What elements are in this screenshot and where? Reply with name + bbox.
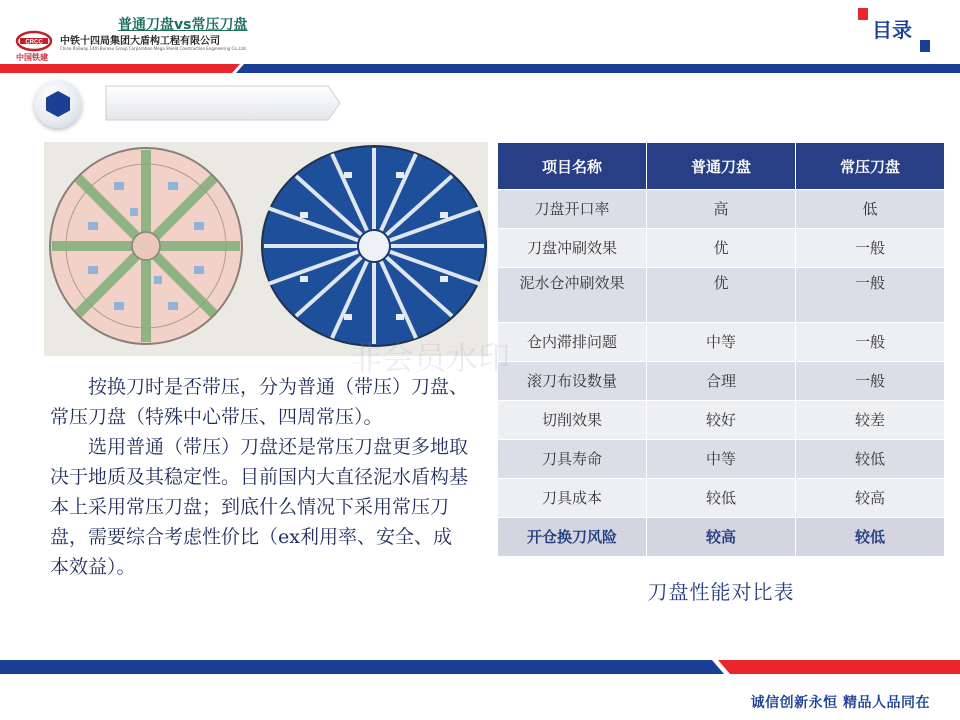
table-row [498, 190, 945, 229]
normal-cutterhead-image [50, 148, 242, 344]
cell-normal: 高 [647, 190, 796, 229]
section-header [30, 78, 350, 130]
header-stripe [0, 64, 960, 73]
table-header-row [498, 143, 945, 190]
cutterhead-drawing-image [44, 142, 488, 356]
cell-item: 切削效果 [498, 401, 647, 440]
company-name: 中铁十四局集团大盾构工程有限公司 [60, 36, 220, 47]
cell-atmospheric: 一般 [796, 362, 945, 401]
footer-stripe [0, 660, 960, 674]
crcc-emblem-icon [14, 30, 54, 52]
toc-menu-button[interactable] [858, 8, 932, 54]
watermark-text: 非会员水印 [350, 339, 511, 377]
paragraph-1: 按换刀时是否带压，分为普通（带压）刀盘、常压刀盘（特殊中心带压、四周常压）。 [50, 376, 469, 428]
cell-normal: 优 [647, 268, 796, 323]
cell-normal: 优 [647, 229, 796, 268]
cell-atmospheric: 较低 [796, 440, 945, 479]
cell-atmospheric: 一般 [796, 229, 945, 268]
cell-normal: 中等 [647, 440, 796, 479]
cell-item: 刀盘冲刷效果 [498, 229, 647, 268]
footer-slogan: 诚信创新永恒 精品人品同在 [750, 695, 930, 711]
cell-item: 滚刀布设数量 [498, 362, 647, 401]
brand-text: 中国铁建 [16, 53, 48, 62]
table-row [498, 323, 945, 362]
cell-atmospheric: 较差 [796, 401, 945, 440]
table-row [498, 229, 945, 268]
company-logo [14, 30, 247, 64]
atmospheric-cutterhead-image [262, 146, 486, 346]
cell-item: 仓内滞排问题 [498, 323, 647, 362]
table-row [498, 362, 945, 401]
cell-atmospheric: 一般 [796, 268, 945, 323]
section-badge [34, 80, 82, 128]
cell-atmospheric: 较高 [796, 479, 945, 518]
section-title-link[interactable]: 普通刀盘vs常压刀盘 [118, 17, 248, 33]
cell-atmospheric: 低 [796, 190, 945, 229]
cell-normal: 中等 [647, 323, 796, 362]
cell-normal: 较高 [647, 518, 796, 557]
toc-menu-label: 目录 [872, 18, 912, 42]
cell-item: 开仓换刀风险 [498, 518, 647, 557]
hexagon-icon [44, 90, 72, 118]
cell-item: 泥水仓冲刷效果 [498, 268, 647, 323]
table-row [498, 268, 945, 323]
company-name-en: China Railway 14th Bureau Group Corporation Mega Shield Construction Engineering Co.,Ltd. [60, 46, 247, 51]
description-text [50, 372, 470, 582]
header-normal-cutterhead: 普通刀盘 [647, 143, 796, 190]
cell-normal: 较好 [647, 401, 796, 440]
cell-normal: 合理 [647, 362, 796, 401]
section-banner [102, 84, 342, 122]
table-row [498, 479, 945, 518]
table-row [498, 401, 945, 440]
cell-item: 刀具寿命 [498, 440, 647, 479]
svg-text:CRCC: CRCC [25, 39, 43, 46]
table-row [498, 440, 945, 479]
table-caption: 刀盘性能对比表 [647, 580, 795, 604]
header-atmospheric-cutterhead: 常压刀盘 [796, 143, 945, 190]
comparison-table [497, 142, 945, 557]
cell-normal: 较低 [647, 479, 796, 518]
table-row [498, 518, 945, 557]
cutterhead-photo [44, 142, 488, 356]
cell-item: 刀具成本 [498, 479, 647, 518]
header-item-name: 项目名称 [498, 143, 647, 190]
cell-item: 刀盘开口率 [498, 190, 647, 229]
bracket-corner-icon [920, 40, 930, 52]
bracket-corner-icon [858, 8, 868, 20]
cell-atmospheric: 较低 [796, 518, 945, 557]
cell-atmospheric: 一般 [796, 323, 945, 362]
paragraph-2: 选用普通（带压）刀盘还是常压刀盘更多地取决于地质及其稳定性。目前国内大直径泥水盾构基本上采用常压刀盘；到底什么情况下采用常压刀盘，需要综合考虑性价比（ex利用率、安全、成本效益）。 [50, 436, 469, 578]
